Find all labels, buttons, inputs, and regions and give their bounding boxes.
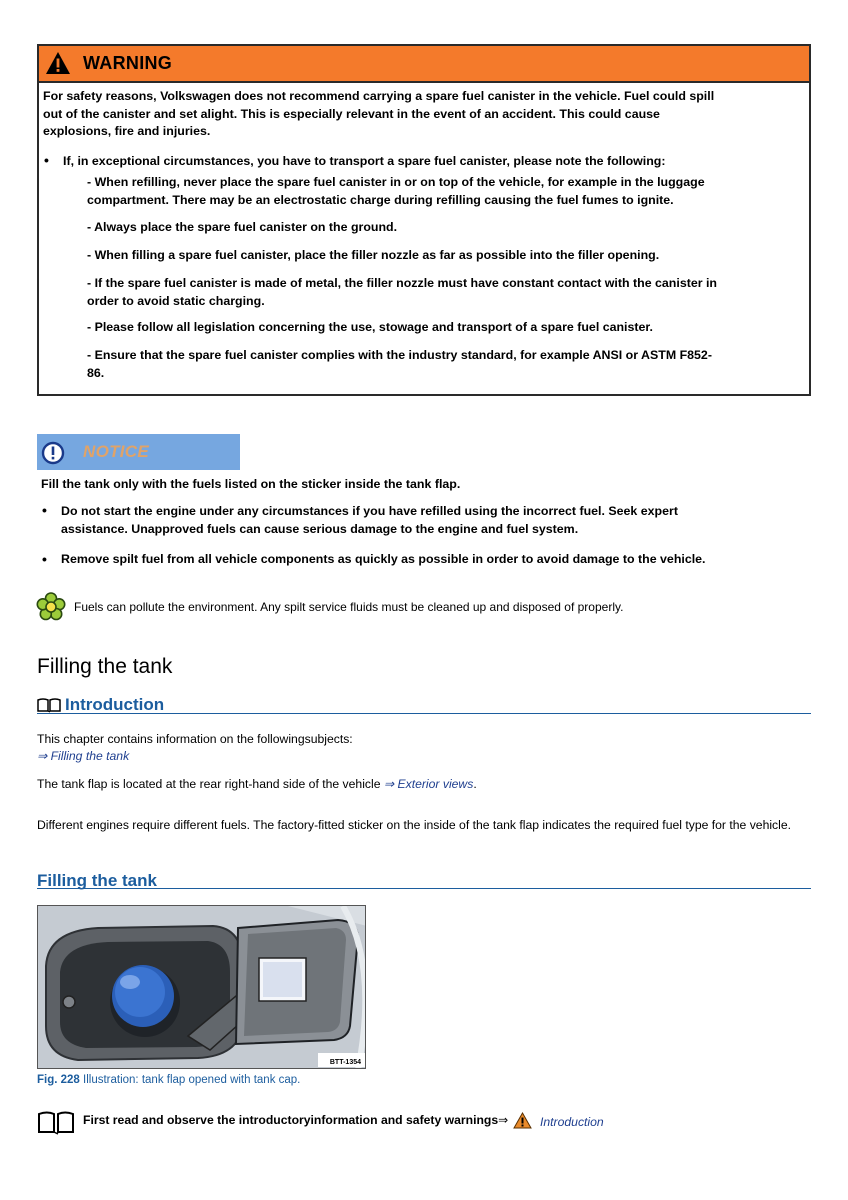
introduction-para: The tank flap is located at the rear right-hand side of the vehicle ⇒ Exterior views.: [37, 777, 477, 791]
warning-item: - Always place the spare fuel canister on the ground.: [87, 220, 398, 234]
notice-bullet-2: Remove spilt fuel from all vehicle components as quickly as possible in order to avoid damage to the vehicle.: [61, 552, 706, 566]
section-divider: [37, 713, 811, 714]
warning-intro-line: For safety reasons, Volkswagen does not recommend carrying a spare fuel canister in the vehicle. Fuel could spill: [43, 89, 715, 103]
filling-heading: Filling the tank: [37, 871, 157, 890]
environment-flower-icon: [36, 592, 66, 622]
image-code: BTT-1354: [329, 1059, 361, 1066]
notice-title: NOTICE: [83, 442, 150, 461]
notice-exclamation-icon: [41, 441, 65, 465]
warning-item: - When filling a spare fuel canister, place the filler nozzle as far as possible into the filler opening.: [87, 248, 660, 262]
read-first-note: First read and observe the introductoryinformation and safety warnings⇒: [83, 1113, 509, 1127]
notice-header: [37, 434, 240, 470]
warning-intro-line: explosions, fire and injuries.: [43, 124, 211, 138]
warning-intro-line: out of the canister and set alight. This is especially relevant in the event of an accident. This could cause: [43, 106, 660, 121]
introduction-link[interactable]: Introduction: [540, 1115, 604, 1129]
tank-flap-illustration: [37, 905, 366, 1069]
introduction-line: This chapter contains information on the followingsubjects:: [37, 732, 353, 746]
warning-triangle-icon: [513, 1112, 532, 1129]
warning-header: [39, 46, 809, 83]
warning-box: [37, 44, 811, 396]
environment-note: Fuels can pollute the environment. Any spilt service fluids must be cleaned up and disposed of properly.: [74, 600, 624, 614]
filling-the-tank-link[interactable]: ⇒ Filling the tank: [37, 749, 130, 763]
warning-item: - When refilling, never place the spare fuel canister in or on top of the vehicle, for example in the luggage compartment. There may be an electrostatic charge during refilling causing the fuel fumes to ignite.: [87, 175, 705, 207]
bullet-dot: •: [42, 551, 47, 567]
warning-title: WARNING: [83, 53, 173, 73]
introduction-heading: Introduction: [65, 695, 165, 714]
introduction-para: Different engines require different fuels. The factory-fitted sticker on the inside of the tank flap indicates the required fuel type for the vehicle.: [37, 818, 792, 832]
figure-caption: Fig. 228 Illustration: tank flap opened with tank cap.: [37, 1074, 301, 1086]
warning-item: - Ensure that the spare fuel canister complies with the industry standard, for example ANSI or ASTM F852- 86.: [87, 348, 712, 380]
bullet-dot: •: [44, 152, 49, 168]
warning-item: - Please follow all legislation concerning the use, stowage and transport of a spare fuel canister.: [87, 320, 653, 334]
warning-item: - If the spare fuel canister is made of metal, the filler nozzle must have constant contact with the canister in order to avoid static charging.: [87, 276, 718, 308]
open-book-icon: [37, 1110, 75, 1136]
bullet-dot: •: [42, 502, 47, 518]
warning-intro: [43, 88, 714, 141]
tank-flap-drawing: [38, 906, 366, 1069]
warning-triangle-icon: [45, 51, 71, 75]
section-divider: [37, 888, 811, 889]
notice-intro: Fill the tank only with the fuels listed on the sticker inside the tank flap.: [41, 477, 461, 491]
notice-bullet-1: Do not start the engine under any circumstances if you have refilled using the incorrect fuel. Seek expert assistance. Unapproved fuels can cause serious damage to the engine and fuel system.: [61, 504, 678, 536]
open-book-icon: [37, 697, 61, 713]
page-title: Filling the tank: [37, 655, 173, 678]
warning-bullet-lead: If, in exceptional circumstances, you have to transport a spare fuel canister, please note the following:: [63, 154, 666, 168]
figure-label: Fig. 228: [37, 1074, 80, 1086]
exterior-views-link[interactable]: ⇒ Exterior views: [383, 777, 474, 791]
